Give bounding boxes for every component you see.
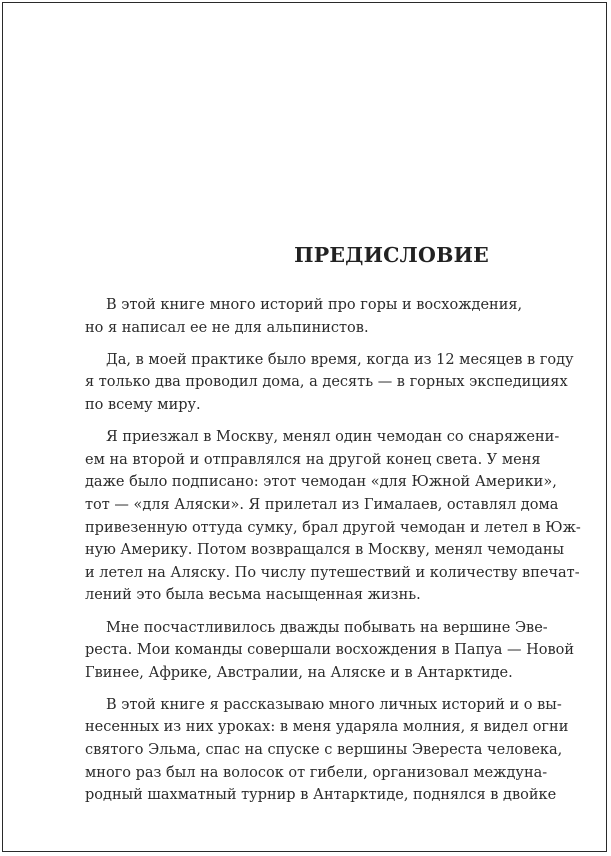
paragraph-5 [85,694,569,807]
text-line: В этой книге я рассказываю много личных историй и о вы- [106,696,562,713]
text-line: тот — «для Аляски». Я прилетал из Гималаев, оставлял дома [85,496,559,513]
text-line: святого Эльма, спас на спуске с вершины Эвереста человека, [85,742,563,759]
text-line: лений это была весьма насыщенная жизнь. [85,587,421,604]
book-page [2,2,607,852]
text-line: реста. Мои команды совершали восхождения в Папуа — Новой [85,642,575,659]
text-line: и летел на Аляску. По числу путешествий и количеству впечат- [85,564,580,581]
chapter-title: ПРЕДИСЛОВИЕ [294,243,489,267]
text-line: Мне посчастливилось дважды побывать на вершине Эве- [106,619,548,636]
paragraph-4 [85,617,575,685]
text-line: ем на второй и отправлялся на другой конец света. У меня [85,451,541,468]
body-text [85,294,581,816]
text-line: привезенную оттуда сумку, брал другой чемодан и летел в Юж- [85,519,581,536]
text-line: Я приезжал в Москву, менял один чемодан со снаряжени- [106,429,560,446]
text-line: я только два проводил дома, а десять — в горных экспедициях [85,374,568,391]
text-line: но я написал ее не для альпинистов. [85,319,369,336]
text-line: много раз был на волосок от гибели, организовал междуна- [85,764,548,781]
paragraph-1 [85,294,523,339]
text-line: Да, в моей практике было время, когда из 12 месяцев в году [106,351,574,368]
text-line: по всему миру. [85,396,201,413]
text-line: В этой книге много историй про горы и восхождения, [106,297,523,313]
text-line: несенных из них уроках: в меня ударяла молния, я видел огни [85,719,569,736]
text-line: даже было подписано: этот чемодан «для Южной Америки», [85,474,557,491]
text-line: родный шахматный турнир в Антарктиде, поднялся в двойке [85,787,557,804]
text-line: Гвинее, Африке, Австралии, на Аляске и в Антарктиде. [85,664,513,681]
paragraph-3 [85,426,581,607]
text-line: ную Америку. Потом возвращался в Москву, менял чемоданы [85,542,565,559]
paragraph-2 [85,349,574,417]
